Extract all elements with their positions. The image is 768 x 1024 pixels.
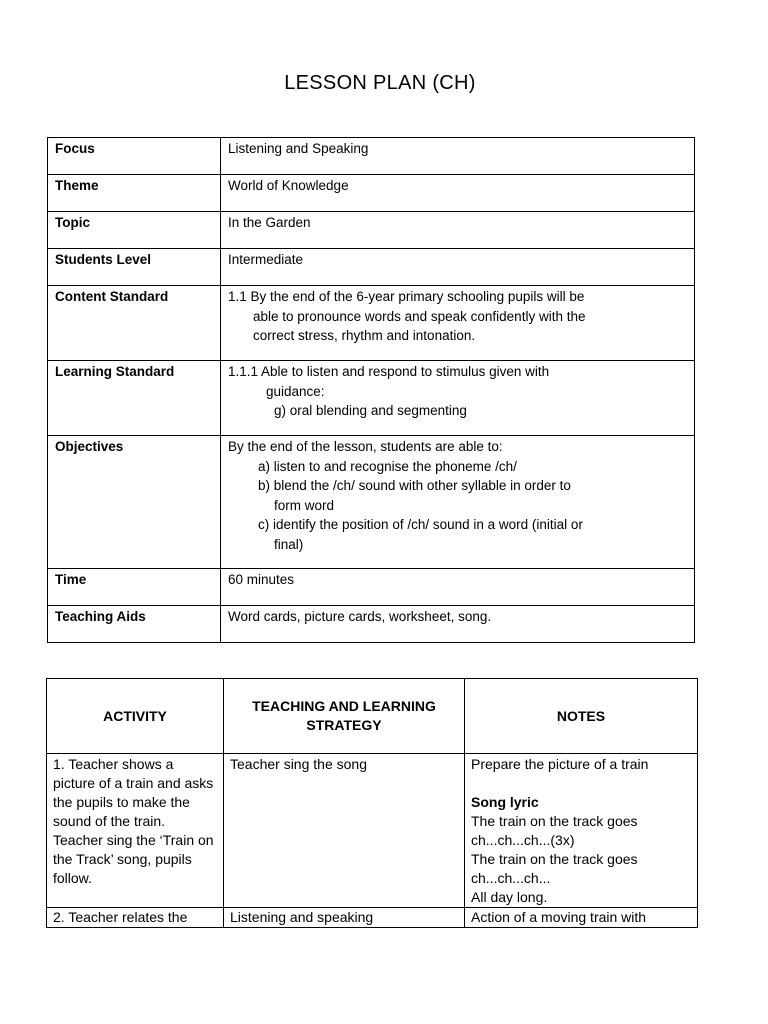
objectives-line: c) identify the position of /ch/ sound in a word (initial or (258, 517, 583, 532)
lyric-line: ch...ch...ch...(3x) (471, 832, 575, 848)
learning-standard-line: guidance: (266, 383, 325, 399)
info-row-focus (48, 138, 695, 175)
level-label: Students Level (48, 249, 221, 286)
theme-label: Theme (48, 175, 221, 212)
objectives-line: b) blend the /ch/ sound with other syllable in order to (258, 478, 571, 493)
content-standard-line: able to pronounce words and speak confidently with the (253, 308, 586, 324)
objectives-value (221, 436, 695, 569)
topic-value: In the Garden (221, 212, 695, 249)
lyric-line: All day long. (471, 889, 548, 905)
activity-row (47, 908, 698, 928)
lyric-line: The train on the track goes (471, 851, 638, 867)
activity-table (46, 678, 698, 928)
learning-standard-line: 1.1.1 Able to listen and respond to stimulus given with (228, 364, 550, 379)
info-row-topic (48, 212, 695, 249)
lesson-info-table (47, 137, 695, 643)
lyric-line: ch...ch...ch... (471, 870, 551, 886)
info-row-teaching-aids (48, 606, 695, 643)
learning-standard-label: Learning Standard (48, 361, 221, 436)
strategy-cell: Listening and speaking (224, 908, 465, 928)
info-row-learning-standard (48, 361, 695, 436)
focus-value: Listening and Speaking (221, 138, 695, 175)
notes-cell: Action of a moving train with (465, 908, 698, 928)
info-row-time (48, 569, 695, 606)
info-row-level (48, 249, 695, 286)
notes-cell (465, 754, 698, 908)
lyric-line: The train on the track goes (471, 813, 638, 829)
page-title: LESSON PLAN (CH) (284, 72, 476, 94)
notes-prepare: Prepare the picture of a train (471, 756, 649, 772)
objectives-line: form word (274, 497, 335, 513)
strategy-cell: Teacher sing the song (224, 754, 465, 908)
song-lyric-heading: Song lyric (471, 794, 539, 810)
objectives-line: By the end of the lesson, students are able to: (228, 439, 503, 454)
activity-cell: 1. Teacher shows a picture of a train and asks the pupils to make the sound of the train. Teacher sing the ‘Train on the Track’ song, pupils follow. (47, 754, 224, 908)
objectives-label: Objectives (48, 436, 221, 569)
level-value: Intermediate (221, 249, 695, 286)
activity-header-row (47, 679, 698, 754)
learning-standard-value (221, 361, 695, 436)
header-notes: NOTES (465, 679, 698, 754)
content-standard-line: 1.1 By the end of the 6-year primary schooling pupils will be (228, 289, 585, 304)
topic-label: Topic (48, 212, 221, 249)
activity-row (47, 754, 698, 908)
info-row-theme (48, 175, 695, 212)
objectives-line: final) (274, 536, 304, 552)
content-standard-label: Content Standard (48, 286, 221, 361)
teaching-aids-value: Word cards, picture cards, worksheet, song. (221, 606, 695, 643)
activity-cell: 2. Teacher relates the (47, 908, 224, 928)
info-row-objectives (48, 436, 695, 569)
objectives-line: a) listen to and recognise the phoneme /ch/ (258, 458, 517, 474)
time-value: 60 minutes (221, 569, 695, 606)
theme-value: World of Knowledge (221, 175, 695, 212)
learning-standard-line: g) oral blending and segmenting (274, 403, 467, 418)
teaching-aids-label: Teaching Aids (48, 606, 221, 643)
focus-label: Focus (48, 138, 221, 175)
content-standard-line: correct stress, rhythm and intonation. (253, 328, 476, 343)
time-label: Time (48, 569, 221, 606)
info-row-content-standard (48, 286, 695, 361)
header-strategy: TEACHING AND LEARNING STRATEGY (224, 679, 465, 754)
content-standard-value (221, 286, 695, 361)
header-activity: ACTIVITY (47, 679, 224, 754)
